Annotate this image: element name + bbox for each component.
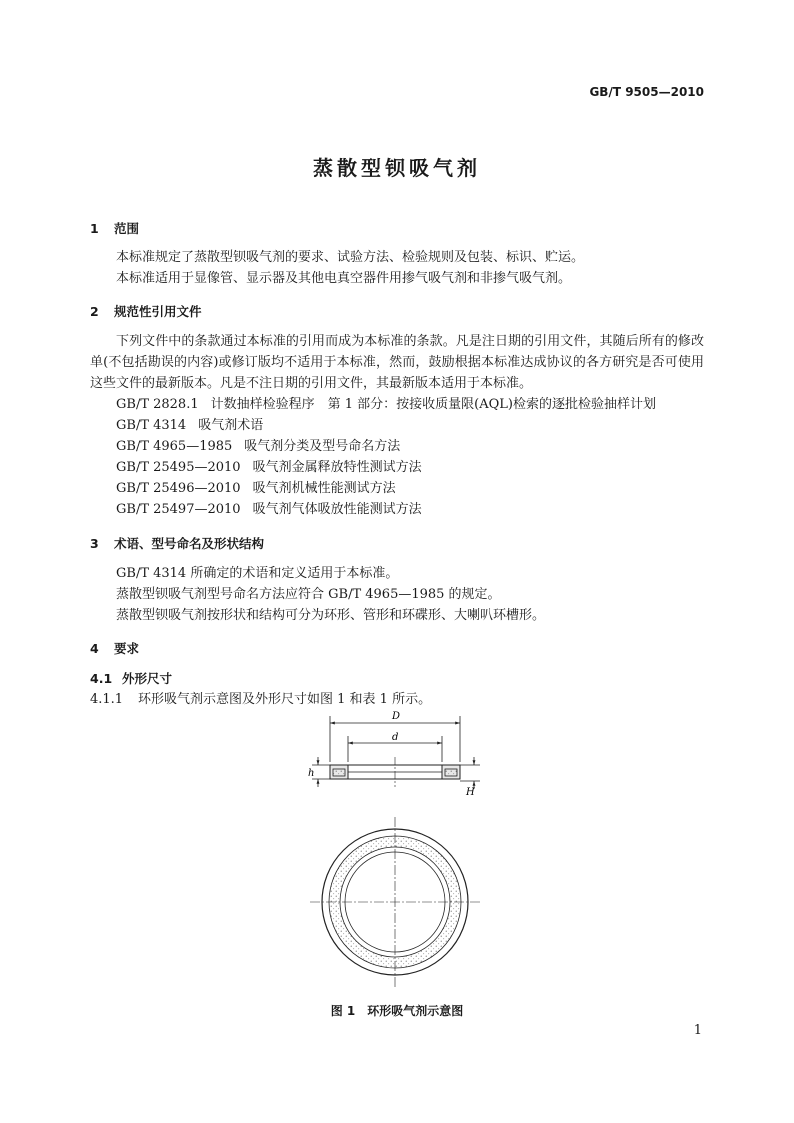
reference-name: 吸气剂术语 xyxy=(198,418,264,433)
section-number: 3 xyxy=(90,536,99,551)
terms-paragraph-3: 蒸散型钡吸气剂按形状和结构可分为环形、管形和环碟形、大喇叭环槽形。 xyxy=(116,608,546,623)
reference-code: GB/T 25495—2010 xyxy=(116,460,241,475)
section-2-heading xyxy=(90,302,202,320)
reference-name: 吸气剂分类及型号命名方法 xyxy=(244,439,401,454)
reference-code: GB/T 4314 xyxy=(116,418,187,433)
reference-code: GB/T 25496—2010 xyxy=(116,481,241,496)
section-4-heading xyxy=(90,639,139,657)
terms-paragraph-2: 蒸散型钡吸气剂型号命名方法应符合 GB/T 4965—1985 的规定。 xyxy=(116,587,501,602)
reference-name: 计数抽样检验程序 第 1 部分：按接收质量限(AQL)检索的逐批检验抽样计划 xyxy=(210,397,656,412)
ring-top-view xyxy=(310,817,480,987)
section-number: 2 xyxy=(90,304,99,319)
reference-item xyxy=(116,394,656,415)
terms-paragraph-1: GB/T 4314 所确定的术语和定义适用于本标准。 xyxy=(116,566,399,581)
section-title: 术语、型号命名及形状结构 xyxy=(114,536,265,551)
reference-code: GB/T 25497—2010 xyxy=(116,502,241,517)
section-title: 要求 xyxy=(114,641,140,656)
section-number: 1 xyxy=(90,221,99,236)
section-title: 规范性引用文件 xyxy=(114,304,202,319)
reference-code: GB/T 2828.1 xyxy=(116,397,199,412)
dimension-H xyxy=(460,757,480,798)
reference-code: GB/T 4965—1985 xyxy=(116,439,233,454)
ring-getter-figure xyxy=(290,705,500,995)
section-1-heading xyxy=(90,219,139,237)
reference-item xyxy=(116,415,263,436)
reference-item xyxy=(116,478,396,499)
scope-paragraph-2: 本标准适用于显像管、显示器及其他电真空器件用掺气吸气剂和非掺气吸气剂。 xyxy=(116,271,572,286)
reference-item xyxy=(116,499,422,520)
section-number: 4.1.1 xyxy=(90,692,124,707)
standard-number: GB/T 9505—2010 xyxy=(589,85,704,99)
document-title: 蒸散型钡吸气剂 xyxy=(313,156,481,180)
reference-name: 吸气剂机械性能测试方法 xyxy=(252,481,396,496)
reference-item xyxy=(116,436,400,457)
section-text: 环形吸气剂示意图及外形尺寸如图 1 和表 1 所示。 xyxy=(138,692,432,707)
section-3-heading xyxy=(90,534,264,552)
label-H: H xyxy=(466,787,475,798)
reference-name: 吸气剂气体吸放性能测试方法 xyxy=(252,502,422,517)
dimension-h xyxy=(308,757,330,787)
ring-cross-section xyxy=(330,757,460,787)
section-title: 范围 xyxy=(114,221,140,236)
reference-name: 吸气剂金属释放特性测试方法 xyxy=(252,460,422,475)
reference-item xyxy=(116,457,422,478)
label-D: D xyxy=(392,711,401,722)
label-h: h xyxy=(308,768,315,779)
section-number: 4.1 xyxy=(90,671,113,686)
section-title: 外形尺寸 xyxy=(122,671,173,686)
section-4-1-heading xyxy=(90,669,172,687)
label-d: d xyxy=(392,732,399,743)
figure-caption: 图 1 环形吸气剂示意图 xyxy=(330,1004,464,1018)
page-number: 1 xyxy=(693,1023,702,1038)
section-number: 4 xyxy=(90,641,99,656)
scope-paragraph-1: 本标准规定了蒸散型钡吸气剂的要求、试验方法、检验规则及包装、标识、贮运。 xyxy=(116,250,585,265)
references-intro: 下列文件中的条款通过本标准的引用而成为本标准的条款。凡是注日期的引用文件，其随后所有的修改单(不包括勘误的内容)或修订版均不适用于本标准，然而，鼓励根据本标准达成协议的各方研究是否可使用这些文件的最新版本。凡是不注日期的引用文件，其最新版本适用于本标准。 xyxy=(90,334,704,391)
